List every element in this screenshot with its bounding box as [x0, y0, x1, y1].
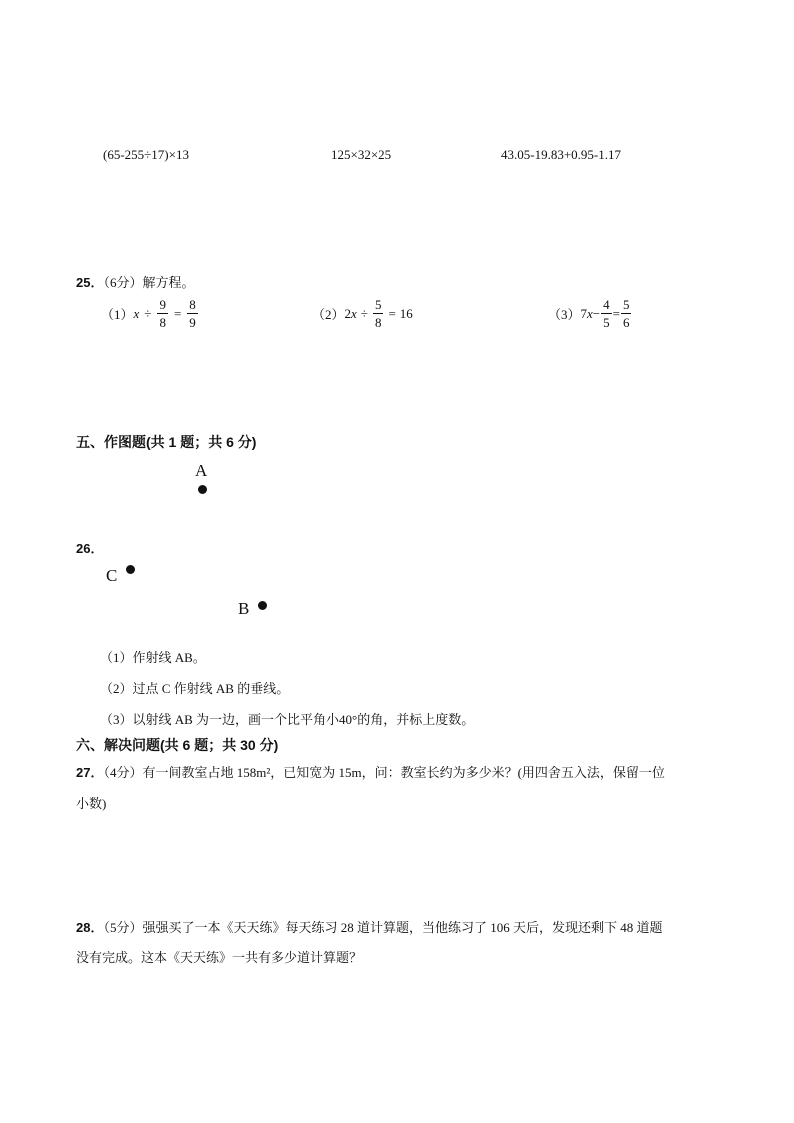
- denominator: 6: [622, 315, 630, 330]
- calc-expression-1: (65-255÷17)×13: [103, 147, 189, 162]
- fraction: [621, 298, 632, 329]
- denominator: 8: [374, 315, 382, 330]
- numerator: 4: [603, 297, 610, 312]
- coefficient: 2: [344, 305, 352, 321]
- point-b-dot: [258, 601, 267, 610]
- operator: −: [592, 305, 601, 321]
- operator: ÷: [360, 305, 368, 321]
- equation-2: [312, 298, 413, 329]
- question-number: 28．: [76, 920, 104, 935]
- variable: x: [587, 305, 593, 321]
- calc-expression-3: 43.05-19.83+0.95-1.17: [501, 147, 621, 162]
- q26-item-3: （3）以射线 AB 为一边，画一个比平角小40°的角，并标上度数。: [100, 712, 475, 727]
- right-hand-side: 16: [399, 305, 413, 321]
- equation-1: [101, 298, 199, 329]
- numerator: 9: [159, 297, 166, 312]
- question-25-header: [76, 272, 194, 291]
- equation-label: （2）: [312, 307, 345, 322]
- denominator: 8: [159, 315, 166, 330]
- denominator: 9: [189, 315, 196, 330]
- numerator: 8: [189, 297, 196, 312]
- calc-expression-2: 125×32×25: [331, 147, 392, 162]
- point-a-label: A: [195, 461, 208, 480]
- question-title: （6分）解方程。: [103, 275, 195, 290]
- question-26-number: 26．: [76, 541, 104, 556]
- equals-sign: =: [173, 305, 182, 321]
- question-28-line-2: 没有完成。这本《天天练》一共有多少道计算题？: [76, 950, 363, 965]
- question-28-line-1: [76, 917, 662, 936]
- fraction: [187, 298, 198, 329]
- numerator: 5: [374, 297, 382, 312]
- question-27-line-2: 小数): [76, 796, 107, 811]
- point-c-dot: [126, 565, 135, 574]
- equation-label: （3）: [548, 307, 581, 322]
- coefficient: 7: [580, 305, 588, 321]
- q26-item-1: （1）作射线 AB。: [100, 650, 206, 665]
- section-5-heading: 五、作图题(共 1 题；共 6 分): [76, 434, 257, 450]
- section-6-heading: 六、解决问题(共 6 题；共 30 分): [76, 737, 279, 753]
- equation-3: [548, 298, 632, 329]
- point-a-dot: [198, 485, 207, 494]
- operator: ÷: [144, 305, 152, 321]
- fraction: [157, 298, 168, 329]
- equals-sign: =: [388, 305, 396, 321]
- point-c-label: C: [106, 566, 118, 585]
- variable: x: [133, 305, 140, 321]
- equation-label: （1）: [101, 307, 134, 322]
- q26-item-2: （2）过点 C 作射线 AB 的垂线。: [100, 681, 290, 696]
- question-text: （4分）有一间教室占地 158m²，已知宽为 15m，问：教室长约为多少米？(用四舍五入法，保留一位: [103, 765, 665, 780]
- question-27-line-1: [76, 762, 665, 781]
- fraction: [601, 298, 612, 329]
- fraction: [373, 298, 384, 329]
- question-text: （5分）强强买了一本《天天练》每天练习 28 道计算题，当他练习了 106 天后，发现还剩下 48 道题: [103, 920, 663, 935]
- question-number: 25．: [76, 275, 104, 290]
- numerator: 5: [622, 297, 630, 312]
- point-b-label: B: [238, 599, 250, 618]
- equals-sign: =: [612, 305, 620, 321]
- denominator: 5: [603, 315, 610, 330]
- variable: x: [351, 305, 357, 321]
- question-number: 27．: [76, 765, 104, 780]
